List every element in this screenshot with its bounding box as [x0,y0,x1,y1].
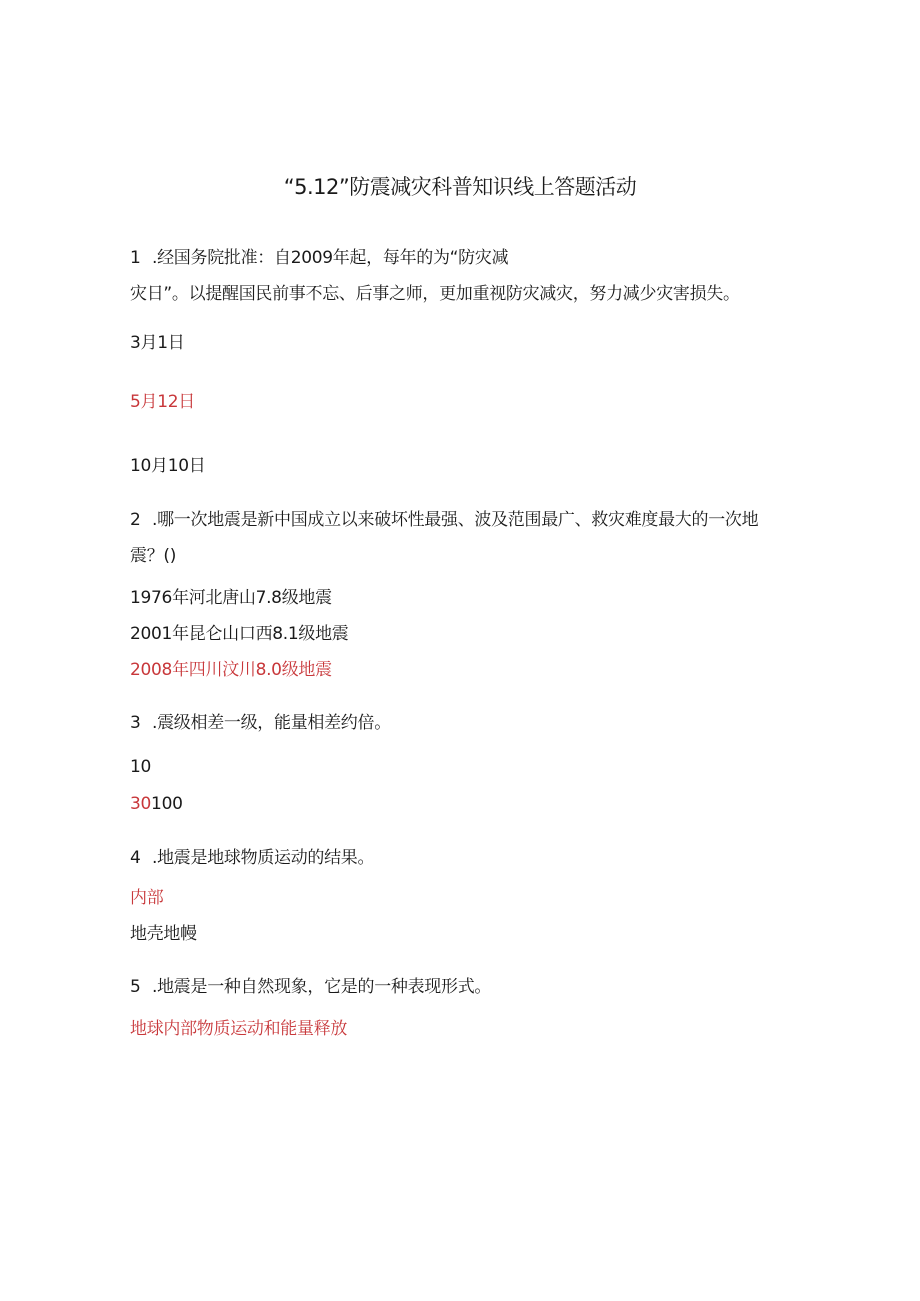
question-1-number: 1 [130,248,141,268]
question-2-text-line2: 震？() [130,546,177,566]
question-3-option-c[interactable]: 100 [151,794,183,814]
question-1-option-c[interactable]: 10月10日 [130,456,206,476]
question-2-number: 2 [130,510,141,530]
question-3-option-a[interactable]: 10 [130,757,152,777]
question-1-option-a[interactable]: 3月1日 [130,333,185,353]
question-5-text-line1: .地震是一种自然现象，它是的一种表现形式。 [152,977,492,997]
question-4-option-a-correct[interactable]: 内部 [130,888,164,908]
question-2-text-line1: .哪一次地震是新中国成立以来破坏性最强、波及范围最广、救灾难度最大的一次地 [152,510,759,530]
question-4-text-line1: .地震是地球物质运动的结果。 [152,848,375,868]
question-5 [130,976,491,998]
question-2-option-a[interactable]: 1976年河北唐山7.8级地震 [130,588,332,608]
question-4-option-b[interactable]: 地壳地幔 [130,924,197,944]
question-5-number: 5 [130,977,141,997]
question-5-option-a-correct[interactable]: 地球内部物质运动和能量释放 [130,1019,348,1039]
question-3-options-row [130,793,183,815]
question-1-option-b-correct[interactable]: 5月12日 [130,392,195,412]
page-title: “5.12”防震减灾科普知识线上答题活动 [283,175,637,199]
question-2-option-b[interactable]: 2001年昆仑山口西8.1级地震 [130,624,349,644]
question-3-text-line1: .震级相差一级，能量相差约倍。 [152,713,391,733]
question-4-number: 4 [130,848,141,868]
question-4 [130,847,374,869]
question-3-number: 3 [130,713,141,733]
question-3 [130,712,391,734]
question-1 [130,247,508,269]
question-3-option-b-correct[interactable]: 30 [130,794,152,814]
question-2-option-c-correct[interactable]: 2008年四川汶川8.0级地震 [130,660,332,680]
question-1-text-line1: .经国务院批准：自2009年起，每年的为“防灾减 [152,248,509,268]
question-1-text-line2: 灾日”。以提醒国民前事不忘、后事之师，更加重视防灾减灾，努力减少灾害损失。 [130,284,740,304]
question-2 [130,509,758,531]
